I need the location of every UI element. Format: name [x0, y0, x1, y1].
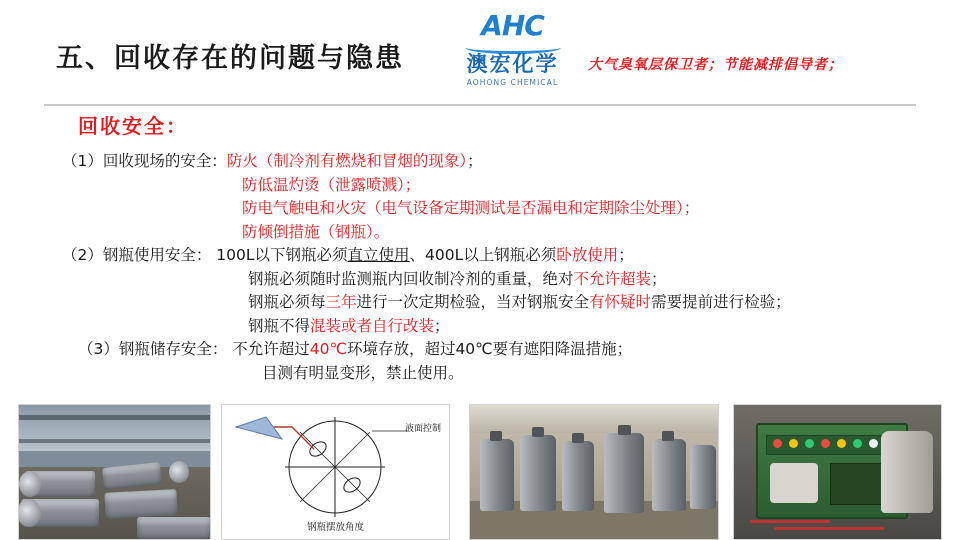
- content-text-run: 目测有明显变形，禁止使用。: [262, 363, 464, 382]
- content-text-run: 钢瓶不得: [248, 316, 311, 335]
- content-text-run: （1）回收现场的安全：: [62, 152, 227, 170]
- content-text-run: 进行一次定期检验，当对钢瓶安全: [356, 293, 590, 311]
- content-text-run: 卧放使用: [556, 246, 619, 264]
- content-line: [62, 291, 942, 315]
- content-line: [62, 315, 942, 339]
- content-text-run: 环境存放，超过40℃要有遮阳降温措施；: [346, 340, 633, 358]
- photo-cylinder-tilt-diagram: [221, 404, 450, 540]
- content-text-run: 、400L以上钢瓶必须: [409, 246, 557, 264]
- content-line: [62, 268, 942, 292]
- content-text-run: （3）钢瓶储存安全： 不允许超过: [78, 340, 310, 358]
- content-text-run: ；: [651, 269, 667, 288]
- section-heading: 回收安全：: [78, 114, 188, 138]
- page-title: 五、回收存在的问题与隐患: [56, 43, 404, 74]
- company-slogan: 大气臭氧层保卫者；节能减排倡导者；: [588, 57, 843, 73]
- content-text-run: ；: [434, 316, 450, 335]
- content-line: [62, 338, 942, 362]
- title-divider: [44, 104, 916, 106]
- content-body: [62, 150, 942, 385]
- content-text-run: 需要提前进行检验；: [651, 293, 791, 311]
- photo-recovery-machine: [733, 404, 942, 540]
- photo-cylinders-in-plant: [469, 404, 719, 540]
- content-text-run: ；: [618, 246, 634, 264]
- content-text-run: 40℃: [309, 340, 347, 358]
- content-text-run: 钢瓶必须随时监测瓶内回收制冷剂的重量，绝对: [248, 269, 574, 288]
- diagram-label-placement-angle: 钢瓶摆放角度: [306, 522, 365, 533]
- diagram-label-liquid-level: 液面控制: [404, 424, 441, 434]
- content-text-run: 防火（制冷剂有燃烧和冒烟的现象）: [226, 152, 468, 170]
- content-text-run: 钢瓶必须每: [248, 293, 326, 311]
- photo-stacked-cylinders: [18, 404, 211, 540]
- content-text-run: （2）钢瓶使用安全： 100L以下钢瓶必须: [62, 246, 348, 264]
- content-line: [62, 174, 942, 198]
- content-text-run: 防电气触电和火灾（电气设备定期测试是否漏电和定期除尘处理）；: [242, 199, 700, 217]
- logo-chinese-name: 澳宏化学: [466, 51, 559, 76]
- content-text-run: 不允许超装: [573, 269, 652, 288]
- company-logo: [455, 9, 570, 94]
- content-text-run: 直立使用: [347, 246, 410, 264]
- content-line: [62, 362, 942, 386]
- logo-mark-text: AHC: [481, 9, 544, 42]
- content-line: [62, 150, 942, 174]
- content-line: [62, 221, 942, 245]
- content-line: [62, 244, 942, 268]
- content-text-run: 防倾倒措施（钢瓶）。: [242, 222, 390, 241]
- content-text-run: 混装或者自行改装: [310, 316, 435, 335]
- logo-english-name: AOHONG CHEMICAL: [466, 78, 559, 87]
- content-text-run: 有怀疑时: [589, 293, 652, 311]
- photo-strip: [18, 404, 942, 540]
- content-text-run: 三年: [325, 293, 357, 311]
- content-text-run: 防低温灼烫（泄露喷溅）；: [242, 175, 421, 194]
- content-text-run: ；: [467, 152, 483, 170]
- content-line: [62, 197, 942, 221]
